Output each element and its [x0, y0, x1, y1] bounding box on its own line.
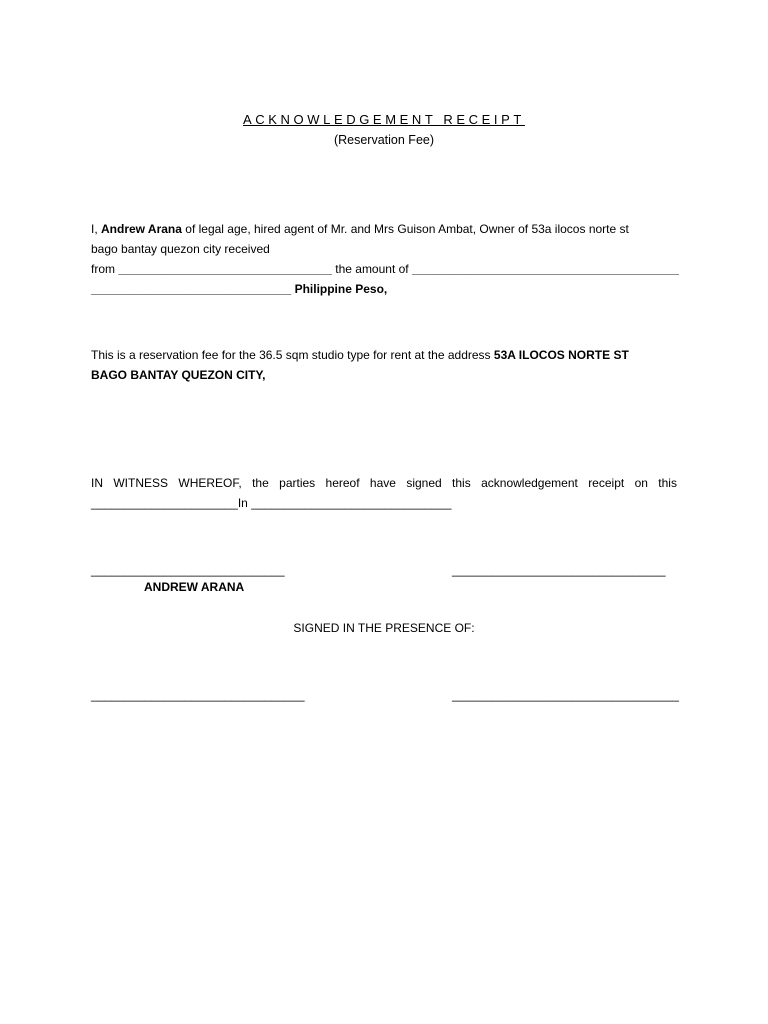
in-label: In: [237, 496, 248, 510]
currency-label: Philippine Peso,: [294, 282, 388, 296]
agent-name: Andrew Arana: [101, 222, 182, 236]
document-title: ACKNOWLEDGEMENT RECEIPT: [243, 112, 525, 127]
para1-text1: of legal age, hired agent of Mr. and Mrs Guison Ambat, Owner of 53a ilocos norte st: [185, 222, 629, 236]
place-blank: ______________________________: [251, 496, 452, 510]
witness-word: the: [252, 476, 269, 490]
presence-label: SIGNED IN THE PRESENCE OF:: [293, 621, 475, 635]
para1-line1: [91, 219, 629, 239]
para1-line3: [91, 259, 679, 279]
witness-word: on: [634, 476, 648, 490]
witness-word: acknowledgement: [481, 476, 578, 490]
para1-text2: bago bantay quezon city received: [91, 242, 270, 256]
para1-line4: [91, 279, 387, 299]
para2-text: This is a reservation fee for the 36.5 sqm studio type for rent at the address: [91, 348, 491, 362]
witness-word: this: [658, 476, 677, 490]
para1-line2: [91, 239, 270, 259]
witness-word: WHEREOF,: [178, 476, 242, 490]
witness-word: signed: [406, 476, 442, 490]
from-label: from: [91, 262, 115, 276]
witness-word: WITNESS: [113, 476, 169, 490]
signature-line-right: ________________________________: [452, 563, 666, 577]
witness-signature-line-left: ________________________________: [91, 688, 305, 702]
signature-line-left: _____________________________: [91, 563, 285, 577]
witness-word: parties: [279, 476, 316, 490]
witness-word: this: [452, 476, 471, 490]
signatory-name: ANDREW ARANA: [144, 580, 245, 594]
witness-word: hereof: [325, 476, 360, 490]
witness-line1: [91, 473, 677, 493]
witness-word: IN: [91, 476, 103, 490]
amount-blank-2: ______________________________: [91, 282, 292, 296]
witness-signature-line-right: __________________________________: [452, 688, 679, 702]
witness-word: have: [369, 476, 396, 490]
date-blank: ______________________: [91, 496, 238, 510]
witness-word: receipt: [588, 476, 625, 490]
para2-line1: [91, 345, 629, 365]
address-line-1: 53A ILOCOS NORTE ST: [493, 348, 629, 362]
address-line-2: BAGO BANTAY QUEZON CITY,: [91, 368, 266, 382]
document-subtitle: (Reservation Fee): [333, 133, 435, 147]
witness-line2: [91, 493, 451, 513]
amount-label: the amount of: [335, 262, 409, 276]
from-blank: ________________________________: [118, 262, 332, 276]
amount-blank-1: ________________________________________: [411, 262, 679, 276]
para1-intro: I,: [91, 222, 98, 236]
